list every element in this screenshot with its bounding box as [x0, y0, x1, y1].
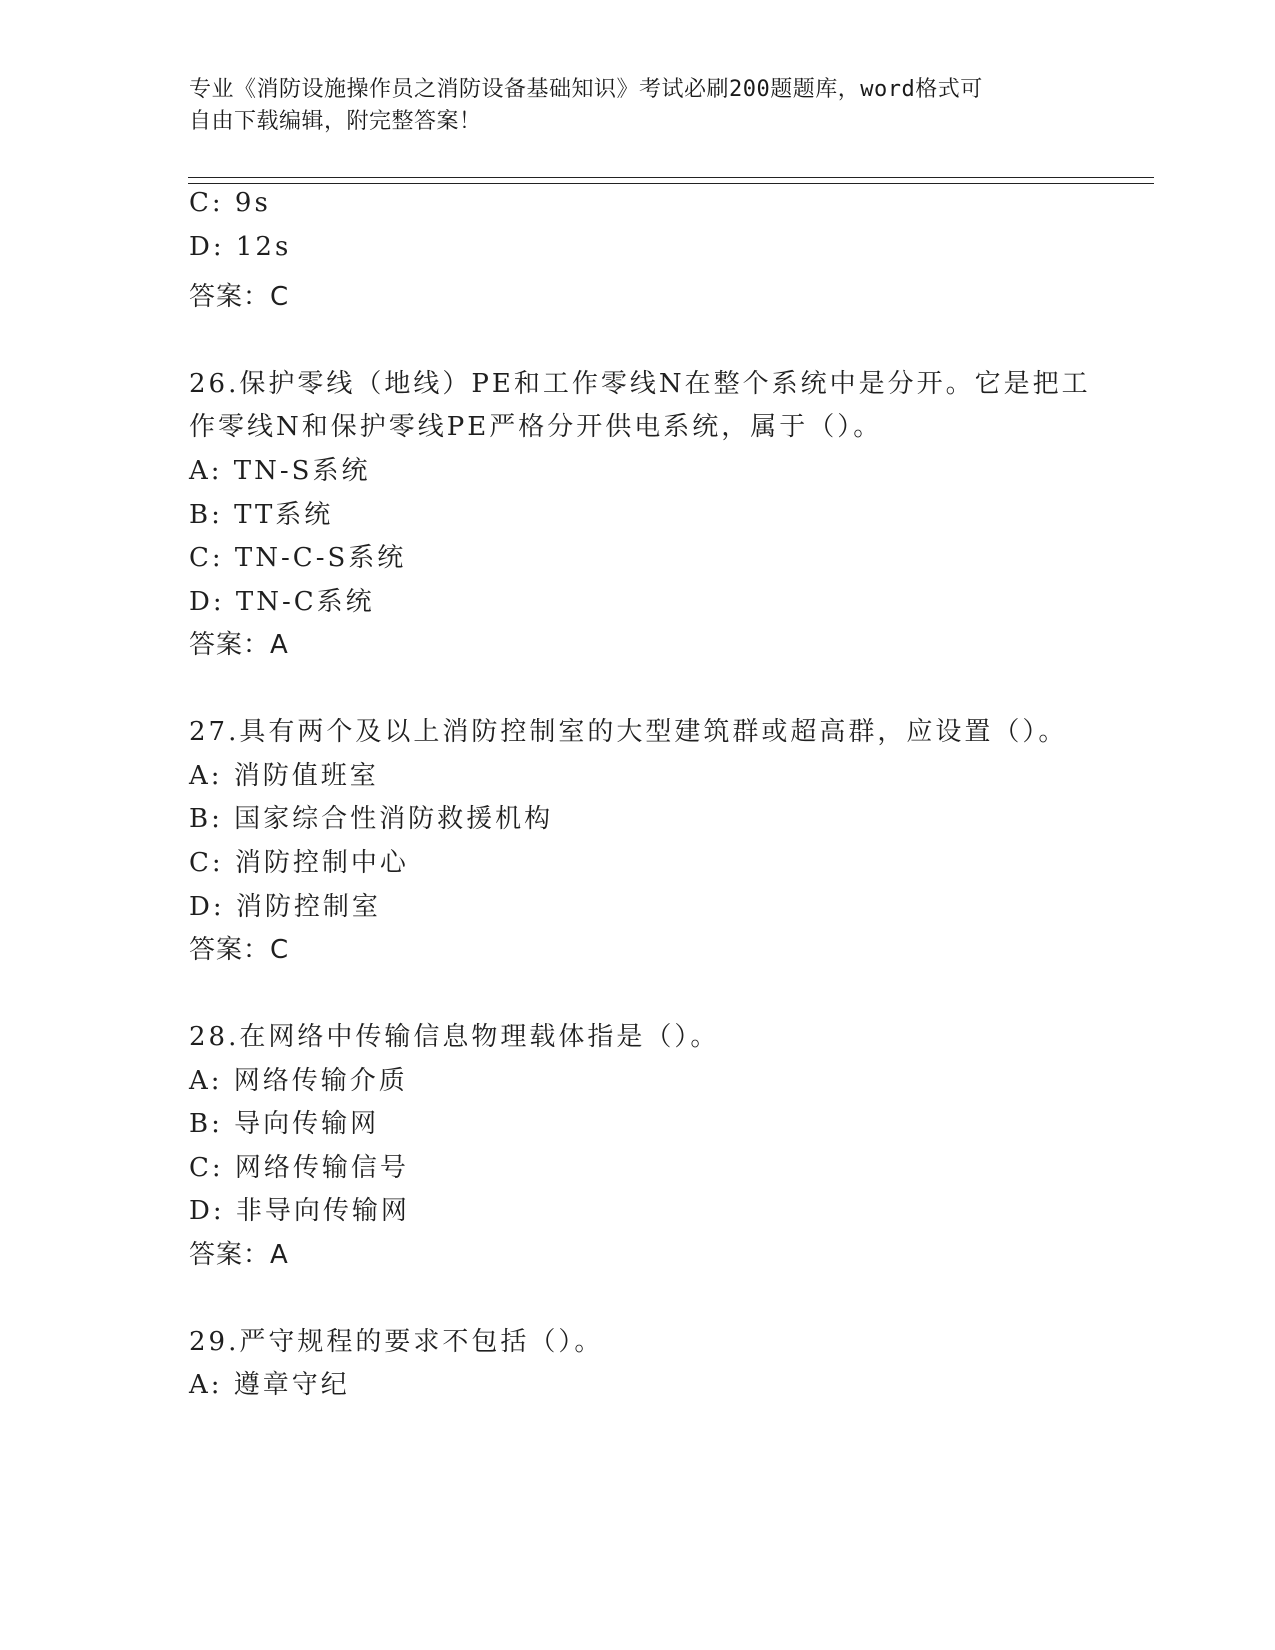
option-b-q27: B: 国家综合性消防救援机构 [189, 804, 554, 834]
option-a-q29: A: 遵章守纪 [189, 1370, 350, 1400]
option-a-q27: A: 消防值班室 [189, 761, 379, 791]
header-divider-top [188, 177, 1154, 178]
question-28-stem: 28.在网络中传输信息物理载体指是（）。 [189, 1022, 720, 1052]
option-a-q26: A: TN-S系统 [189, 456, 371, 486]
option-c-q27: C: 消防控制中心 [189, 848, 409, 878]
option-b-q28: B: 导向传输网 [189, 1109, 380, 1139]
option-c-q26: C: TN-C-S系统 [189, 543, 407, 573]
option-c-q25: C: 9s [189, 188, 271, 218]
question-26-stem-line-2: 作零线N和保护零线PE严格分开供电系统，属于（）。 [189, 412, 883, 442]
page-header [189, 74, 1089, 138]
option-b-q26: B: TT系统 [189, 500, 334, 530]
answer-q26: 答案：A [189, 630, 289, 660]
question-27-stem: 27.具有两个及以上消防控制室的大型建筑群或超高群，应设置（）。 [189, 717, 1068, 747]
option-a-q28: A: 网络传输介质 [189, 1066, 408, 1096]
question-26-stem-line-1: 26.保护零线（地线）PE和工作零线N在整个系统中是分开。它是把工 [189, 369, 1091, 399]
header-line-2: 自由下载编辑，附完整答案！ [189, 109, 482, 134]
answer-q27: 答案：C [189, 935, 290, 965]
option-d-q28: D: 非导向传输网 [189, 1196, 410, 1226]
option-c-q28: C: 网络传输信号 [189, 1153, 409, 1183]
header-line-1: 专业《消防设施操作员之消防设备基础知识》考试必刷200题题库，word格式可 [189, 77, 983, 102]
option-d-q25: D: 12s [189, 232, 292, 262]
question-29-stem: 29.严守规程的要求不包括（）。 [189, 1327, 604, 1357]
option-d-q26: D: TN-C系统 [189, 587, 375, 617]
answer-q28: 答案：A [189, 1240, 289, 1270]
header-divider-bottom [188, 183, 1154, 184]
answer-q25: 答案：C [189, 282, 290, 312]
option-d-q27: D: 消防控制室 [189, 892, 381, 922]
